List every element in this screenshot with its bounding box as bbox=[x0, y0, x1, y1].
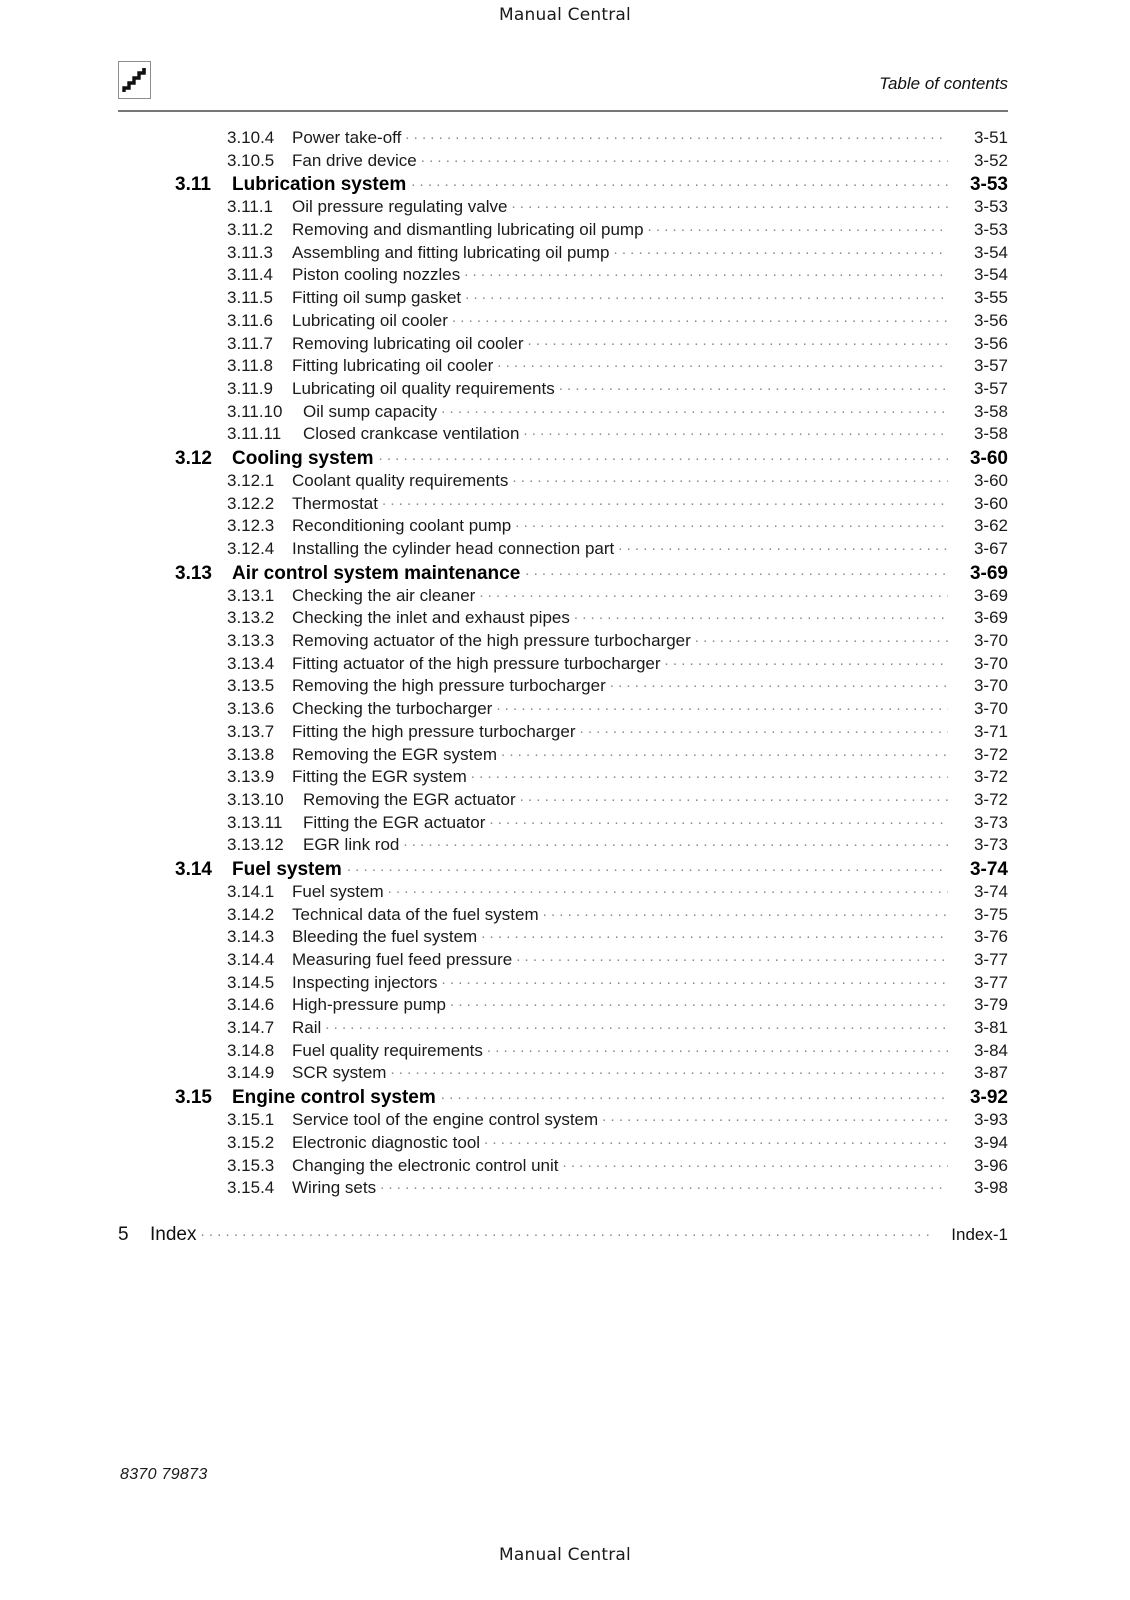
toc-entry-number: 3.13.7 bbox=[227, 721, 275, 741]
toc-entry-title: Engine control system bbox=[232, 1087, 436, 1109]
toc-row[interactable] bbox=[118, 195, 1008, 218]
page-header-title: Table of contents bbox=[879, 74, 1008, 93]
toc-entry-title: SCR system bbox=[292, 1063, 387, 1083]
toc-entry-title: Service tool of the engine control system bbox=[292, 1110, 599, 1130]
toc-row[interactable] bbox=[118, 241, 1008, 264]
toc-entry-title: Fuel system bbox=[232, 858, 342, 880]
toc-entry-page: 3-77 bbox=[973, 972, 1008, 992]
toc-entry-number: 3.11.4 bbox=[227, 265, 274, 285]
toc-entry-page: 3-70 bbox=[973, 631, 1008, 651]
toc-entry-page: 3-58 bbox=[973, 424, 1008, 444]
toc-entry-title: Oil sump capacity bbox=[303, 401, 438, 421]
toc-row[interactable] bbox=[118, 537, 1008, 560]
toc-entry-number: 3.15.1 bbox=[227, 1110, 275, 1130]
toc-row[interactable] bbox=[118, 1131, 1008, 1154]
toc-entry-page: 3-73 bbox=[973, 812, 1008, 832]
toc-entry-title: Technical data of the fuel system bbox=[292, 904, 539, 924]
toc-leader-dots bbox=[382, 492, 948, 509]
toc-entry-title: Fan drive device bbox=[292, 150, 417, 170]
toc-row[interactable] bbox=[118, 811, 1008, 834]
toc-entry-number: 3.11.7 bbox=[227, 333, 274, 353]
toc-leader-dots bbox=[450, 993, 948, 1010]
toc-entry-page: 3-72 bbox=[973, 744, 1008, 764]
toc-entry-number: 3.14.4 bbox=[227, 950, 275, 969]
toc-entry-page: 3-70 bbox=[973, 676, 1008, 696]
toc-entry-title: Wiring sets bbox=[292, 1178, 377, 1198]
toc-entry-number: 3.13.6 bbox=[227, 699, 275, 719]
toc-entry-title: Measuring fuel feed pressure bbox=[292, 950, 513, 969]
toc-entry-page: 3-56 bbox=[973, 333, 1008, 353]
toc-leader-dots bbox=[515, 514, 948, 531]
toc-entry-page: 3-54 bbox=[973, 242, 1008, 262]
toc-entry-number: 3.14.7 bbox=[227, 1018, 275, 1038]
toc-entry-page: 3-79 bbox=[973, 995, 1008, 1015]
toc-row[interactable] bbox=[118, 309, 1008, 332]
toc-row[interactable] bbox=[118, 469, 1008, 492]
toc-entry-number: 3.14.9 bbox=[227, 1063, 275, 1083]
toc-entry-page: 3-69 bbox=[973, 608, 1008, 628]
toc-entry-title: Fitting lubricating oil cooler bbox=[292, 356, 494, 376]
toc-leader-dots bbox=[614, 241, 948, 258]
toc-entry-page: 3-70 bbox=[973, 699, 1008, 719]
toc-entry-title: Oil pressure regulating valve bbox=[292, 197, 508, 217]
staircase-logo-icon bbox=[118, 61, 151, 99]
toc-row[interactable] bbox=[118, 400, 1008, 423]
toc-row[interactable] bbox=[118, 743, 1008, 766]
toc-entry-page: 3-58 bbox=[973, 401, 1008, 421]
toc-entry-number: 3.12.1 bbox=[227, 470, 275, 490]
toc-leader-dots bbox=[574, 606, 948, 623]
toc-leader-dots bbox=[511, 195, 948, 212]
toc-entry-page: 3-69 bbox=[973, 585, 1008, 605]
toc-row[interactable] bbox=[118, 833, 1008, 856]
toc-row[interactable] bbox=[118, 993, 1008, 1016]
toc-entry-page: 3-71 bbox=[973, 721, 1008, 741]
toc-row[interactable] bbox=[118, 354, 1008, 377]
toc-row[interactable] bbox=[118, 1176, 1008, 1199]
toc-leader-dots bbox=[648, 218, 948, 235]
toc-leader-dots bbox=[580, 720, 949, 737]
toc-entry-title: Assembling and fitting lubricating oil pump bbox=[292, 242, 610, 262]
toc-leader-dots bbox=[405, 126, 948, 143]
toc-entry-page: 3-53 bbox=[969, 174, 1008, 196]
toc-leader-dots bbox=[465, 286, 948, 303]
toc-leader-dots bbox=[200, 1221, 934, 1240]
toc-entry-title: Fitting oil sump gasket bbox=[292, 288, 462, 308]
toc-entry-number: 3.14.1 bbox=[227, 881, 275, 901]
toc-row[interactable] bbox=[118, 674, 1008, 697]
toc-entry-title: Fitting the EGR system bbox=[292, 767, 467, 787]
toc-entry-number: 3.13 bbox=[175, 562, 212, 584]
toc-entry-number: 3.12.2 bbox=[227, 493, 275, 513]
toc-leader-dots bbox=[602, 1108, 948, 1125]
toc-entry-page: 3-51 bbox=[973, 128, 1008, 147]
toc-entry-page: 3-53 bbox=[973, 220, 1008, 240]
toc-leader-dots bbox=[559, 377, 948, 394]
toc-entry-title: Reconditioning coolant pump bbox=[292, 516, 512, 536]
toc-entry-page: 3-52 bbox=[973, 150, 1008, 170]
toc-row[interactable] bbox=[118, 948, 1008, 971]
toc-entry-number: 3.15.4 bbox=[227, 1178, 275, 1198]
toc-row[interactable] bbox=[118, 971, 1008, 994]
toc-entry-title: Rail bbox=[292, 1018, 322, 1038]
toc-row-index[interactable] bbox=[118, 1221, 1008, 1246]
toc-entry-number: 3.11.2 bbox=[227, 220, 274, 240]
toc-row[interactable] bbox=[118, 514, 1008, 537]
toc-entry-number: 3.11.5 bbox=[227, 288, 274, 308]
toc-row[interactable] bbox=[118, 606, 1008, 629]
toc-row[interactable] bbox=[118, 1084, 1008, 1108]
toc-entry-page: 3-76 bbox=[973, 927, 1008, 947]
toc-entry-title: Removing the high pressure turbocharger bbox=[292, 676, 606, 696]
toc-row[interactable] bbox=[118, 332, 1008, 355]
toc-entry-page: 3-84 bbox=[973, 1040, 1008, 1060]
toc-row[interactable] bbox=[118, 1016, 1008, 1039]
toc-row[interactable] bbox=[118, 1039, 1008, 1062]
watermark-bottom: Manual Central bbox=[499, 1545, 631, 1565]
toc-row[interactable] bbox=[118, 149, 1008, 172]
toc-leader-dots bbox=[441, 1084, 948, 1103]
toc-entry-title: Cooling system bbox=[232, 447, 374, 469]
toc-leader-dots bbox=[501, 743, 948, 760]
toc-entry-number: 3.12 bbox=[175, 447, 212, 469]
toc-entry-number: 3.11 bbox=[175, 174, 211, 196]
toc-leader-dots bbox=[325, 1016, 948, 1033]
toc-entry-title: Inspecting injectors bbox=[292, 972, 438, 992]
toc-row[interactable] bbox=[118, 925, 1008, 948]
toc-entry-number: 3.13.3 bbox=[227, 631, 275, 651]
toc-entry-page: 3-60 bbox=[973, 470, 1008, 490]
toc-entry-page: 3-74 bbox=[973, 881, 1008, 901]
toc-entry-number: 3.11.10 bbox=[227, 401, 283, 421]
toc-entry-number: 3.11.8 bbox=[227, 356, 274, 376]
toc-entry-page: 3-92 bbox=[969, 1087, 1008, 1109]
toc-leader-dots bbox=[479, 584, 948, 601]
toc-leader-dots bbox=[523, 422, 948, 439]
toc-row[interactable] bbox=[118, 171, 1008, 195]
toc-row[interactable] bbox=[118, 856, 1008, 880]
toc-leader-dots bbox=[525, 560, 948, 579]
toc-leader-dots bbox=[388, 880, 948, 897]
toc-entry-title: Changing the electronic control unit bbox=[292, 1155, 559, 1175]
toc-entry-page: 3-70 bbox=[973, 653, 1008, 673]
toc-leader-dots bbox=[403, 833, 948, 850]
toc-entry-number: 3.13.5 bbox=[227, 676, 275, 696]
toc-entry-page: 3-56 bbox=[973, 310, 1008, 330]
toc-row[interactable] bbox=[118, 720, 1008, 743]
toc-leader-dots bbox=[378, 445, 948, 464]
toc-entry-title: Removing lubricating oil cooler bbox=[292, 333, 524, 353]
toc-row[interactable] bbox=[118, 445, 1008, 469]
toc-entry-title: Fitting the high pressure turbocharger bbox=[292, 721, 576, 741]
toc-row[interactable] bbox=[118, 218, 1008, 241]
toc-entry-number: 3.15.2 bbox=[227, 1132, 275, 1152]
toc-entry-title: Thermostat bbox=[292, 493, 378, 513]
toc-entry-number: 3.12.4 bbox=[227, 539, 275, 558]
toc-row[interactable] bbox=[118, 584, 1008, 607]
toc-leader-dots bbox=[347, 856, 948, 875]
toc-entry-title: Electronic diagnostic tool bbox=[292, 1132, 481, 1152]
toc-row[interactable] bbox=[118, 697, 1008, 720]
table-of-contents bbox=[118, 126, 1008, 1246]
toc-entry-page: 3-93 bbox=[973, 1110, 1008, 1130]
toc-entry-title: Coolant quality requirements bbox=[292, 470, 509, 490]
toc-entry-number: 3.11.1 bbox=[227, 197, 274, 217]
toc-entry-number: 3.11.9 bbox=[227, 378, 274, 398]
toc-row[interactable] bbox=[118, 788, 1008, 811]
toc-entry-title: Fuel system bbox=[292, 881, 384, 901]
toc-leader-dots bbox=[665, 652, 948, 669]
toc-entry-number: 3.14.8 bbox=[227, 1040, 275, 1060]
toc-entry-page: 3-69 bbox=[969, 562, 1008, 584]
toc-entry-number: 3.15 bbox=[175, 1087, 212, 1109]
toc-index-number: 5 bbox=[118, 1223, 129, 1245]
toc-leader-dots bbox=[411, 171, 948, 190]
toc-entry-page: 3-62 bbox=[973, 516, 1008, 536]
toc-entry-number: 3.13.1 bbox=[227, 585, 275, 605]
header-divider bbox=[118, 110, 1008, 112]
toc-entry-number: 3.15.3 bbox=[227, 1155, 275, 1175]
toc-leader-dots bbox=[487, 1039, 948, 1056]
toc-entry-page: 3-96 bbox=[973, 1155, 1008, 1175]
toc-leader-dots bbox=[516, 948, 948, 965]
toc-leader-dots bbox=[452, 309, 948, 326]
toc-row[interactable] bbox=[118, 492, 1008, 515]
toc-entry-title: Lubricating oil quality requirements bbox=[292, 378, 555, 398]
toc-entry-title: Removing actuator of the high pressure turbocharger bbox=[292, 631, 691, 651]
toc-leader-dots bbox=[496, 697, 948, 714]
toc-leader-dots bbox=[464, 263, 948, 280]
toc-entry-page: 3-74 bbox=[969, 858, 1008, 880]
toc-entry-page: 3-60 bbox=[969, 447, 1008, 469]
toc-leader-dots bbox=[618, 537, 948, 554]
toc-leader-dots bbox=[695, 629, 948, 646]
toc-entry-number: 3.14.6 bbox=[227, 995, 275, 1015]
toc-leader-dots bbox=[421, 149, 948, 166]
page-header bbox=[118, 58, 1008, 110]
toc-entry-page: 3-54 bbox=[973, 265, 1008, 285]
toc-entry-number: 3.14.2 bbox=[227, 904, 275, 924]
toc-entry-number: 3.13.9 bbox=[227, 767, 275, 787]
toc-entry-number: 3.13.11 bbox=[227, 812, 283, 832]
toc-entry-page: 3-73 bbox=[973, 835, 1008, 855]
toc-entry-title: High-pressure pump bbox=[292, 995, 447, 1015]
toc-entry-title: Fitting actuator of the high pressure turbocharger bbox=[292, 653, 661, 673]
toc-entry-title: Closed crankcase ventilation bbox=[303, 424, 520, 444]
toc-leader-dots bbox=[481, 925, 948, 942]
toc-row[interactable] bbox=[118, 765, 1008, 788]
toc-leader-dots bbox=[442, 971, 948, 988]
toc-entry-title: Lubricating oil cooler bbox=[292, 310, 448, 330]
toc-entry-page: 3-72 bbox=[973, 789, 1008, 809]
toc-leader-dots bbox=[497, 354, 948, 371]
toc-leader-dots bbox=[489, 811, 948, 828]
toc-row[interactable] bbox=[118, 1154, 1008, 1177]
toc-leader-dots bbox=[390, 1061, 948, 1078]
toc-entry-page: 3-55 bbox=[973, 288, 1008, 308]
document-number: 8370 79873 bbox=[120, 1466, 208, 1483]
toc-entry-number: 3.14 bbox=[175, 858, 212, 880]
toc-entry-number: 3.14.5 bbox=[227, 972, 275, 992]
toc-row[interactable] bbox=[118, 263, 1008, 286]
toc-leader-dots bbox=[563, 1154, 949, 1171]
toc-entry-title: Piston cooling nozzles bbox=[292, 265, 461, 285]
toc-index-page: Index-1 bbox=[951, 1224, 1008, 1244]
toc-entry-number: 3.13.4 bbox=[227, 653, 275, 673]
toc-entry-title: Removing the EGR actuator bbox=[303, 789, 516, 809]
toc-entry-number: 3.10.5 bbox=[227, 150, 275, 170]
toc-entry-number: 3.13.12 bbox=[227, 835, 284, 855]
toc-entry-page: 3-57 bbox=[973, 378, 1008, 398]
toc-row[interactable] bbox=[118, 1061, 1008, 1084]
toc-entry-page: 3-75 bbox=[973, 904, 1008, 924]
toc-entry-title: Air control system maintenance bbox=[232, 562, 521, 584]
toc-leader-dots bbox=[543, 903, 948, 920]
toc-entry-title: Checking the air cleaner bbox=[292, 585, 476, 605]
toc-entry-page: 3-60 bbox=[973, 493, 1008, 513]
toc-leader-dots bbox=[380, 1176, 948, 1193]
toc-entry-title: Lubrication system bbox=[232, 174, 407, 196]
toc-entry-page: 3-53 bbox=[973, 197, 1008, 217]
toc-entry-page: 3-81 bbox=[973, 1018, 1008, 1038]
toc-leader-dots bbox=[484, 1131, 948, 1148]
toc-entry-page: 3-77 bbox=[973, 950, 1008, 969]
toc-entry-number: 3.13.10 bbox=[227, 789, 284, 809]
toc-entry-number: 3.11.3 bbox=[227, 242, 274, 262]
toc-entry-title: Removing and dismantling lubricating oil pump bbox=[292, 220, 644, 240]
toc-leader-dots bbox=[610, 674, 948, 691]
toc-row[interactable] bbox=[118, 377, 1008, 400]
toc-row[interactable] bbox=[118, 652, 1008, 675]
toc-entry-title: EGR link rod bbox=[303, 835, 400, 855]
toc-row[interactable] bbox=[118, 422, 1008, 445]
toc-index-title: Index bbox=[150, 1223, 197, 1245]
toc-entry-number: 3.11.11 bbox=[227, 424, 282, 444]
toc-row[interactable] bbox=[118, 560, 1008, 584]
toc-entry-title: Installing the cylinder head connection part bbox=[292, 539, 615, 558]
toc-entry-page: 3-67 bbox=[973, 539, 1008, 558]
toc-entry-number: 3.13.2 bbox=[227, 608, 275, 628]
toc-entry-page: 3-57 bbox=[973, 356, 1008, 376]
toc-row[interactable] bbox=[118, 903, 1008, 926]
toc-row[interactable] bbox=[118, 126, 1008, 149]
toc-entry-page: 3-87 bbox=[973, 1063, 1008, 1083]
toc-entry-title: Power take-off bbox=[292, 128, 402, 147]
toc-leader-dots bbox=[528, 332, 948, 349]
toc-entry-number: 3.13.8 bbox=[227, 744, 275, 764]
toc-entry-number: 3.12.3 bbox=[227, 516, 275, 536]
toc-entry-title: Checking the inlet and exhaust pipes bbox=[292, 608, 570, 628]
toc-row[interactable] bbox=[118, 629, 1008, 652]
toc-leader-dots bbox=[520, 788, 948, 805]
toc-row[interactable] bbox=[118, 880, 1008, 903]
toc-entry-page: 3-98 bbox=[973, 1178, 1008, 1198]
toc-entry-title: Bleeding the fuel system bbox=[292, 927, 478, 947]
toc-entry-number: 3.14.3 bbox=[227, 927, 275, 947]
toc-entry-number: 3.11.6 bbox=[227, 310, 274, 330]
toc-entry-title: Fuel quality requirements bbox=[292, 1040, 483, 1060]
toc-leader-dots bbox=[471, 765, 948, 782]
toc-row[interactable] bbox=[118, 286, 1008, 309]
toc-leader-dots bbox=[441, 400, 948, 417]
toc-entry-title: Removing the EGR system bbox=[292, 744, 498, 764]
toc-leader-dots bbox=[512, 469, 948, 486]
toc-row[interactable] bbox=[118, 1108, 1008, 1131]
toc-entry-page: 3-94 bbox=[973, 1132, 1008, 1152]
toc-entry-page: 3-72 bbox=[973, 767, 1008, 787]
toc-entry-number: 3.10.4 bbox=[227, 128, 275, 147]
watermark-top: Manual Central bbox=[499, 5, 631, 25]
toc-entry-title: Fitting the EGR actuator bbox=[303, 812, 486, 832]
toc-entry-title: Checking the turbocharger bbox=[292, 699, 493, 719]
